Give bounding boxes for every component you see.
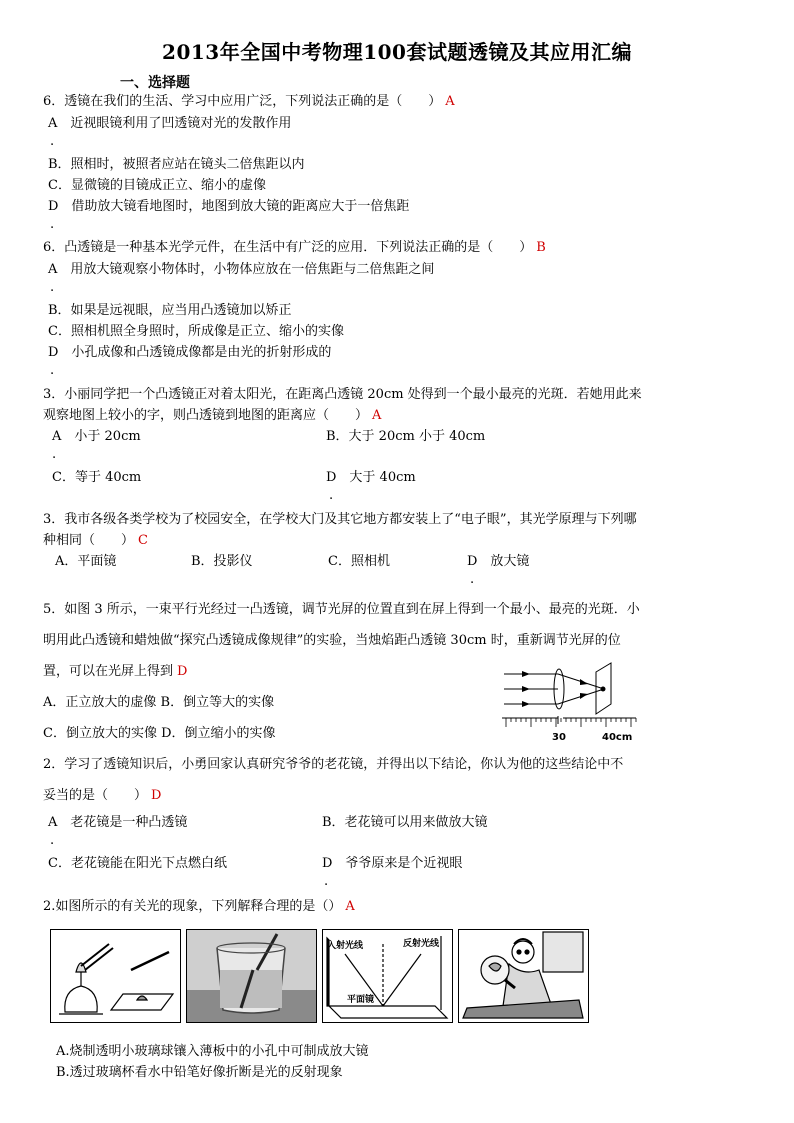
- page-title: 2013年全国中考物理100套试题透镜及其应用汇编: [162, 40, 632, 64]
- question-3-stem-line2: 观察地图上较小的字，则凸透镜到地图的距离应（ ）: [43, 408, 369, 423]
- question-2-option-c: C．照相机照全身照时，所成像是正立、缩小的实像: [48, 324, 344, 339]
- question-2-option-a: A 用放大镜观察小物体时，小物体应放在一倍焦距与二倍焦距之间: [48, 262, 435, 277]
- fig-label-mirror: 平面镜: [347, 995, 375, 1005]
- section-heading: 一、选择题: [120, 75, 190, 91]
- question-6: [43, 788, 161, 804]
- question-5-option-d: D．倒立缩小的实像: [161, 726, 276, 741]
- question-5-option-a: A．正立放大的虚像: [43, 695, 157, 710]
- question-4-option-d: D 放大镜: [467, 554, 530, 569]
- question-6-option-d: D 爷爷原来是个近视眼: [322, 856, 463, 871]
- question-5-stem-line1: 5．如图 3 所示，一束平行光经过一凸透镜，调节光屏的位置直到在屏上得到一个最小、最亮的光斑．小: [43, 602, 640, 617]
- bullet-dot: .: [50, 217, 55, 232]
- question-6-option-b: B．老花镜可以用来做放大镜: [322, 815, 488, 830]
- question-1-option-d: D 借助放大镜看地图时，地图到放大镜的距离应大于一倍焦距: [48, 199, 410, 214]
- question-5-stem-line3: 置，可以在光屏上得到: [43, 664, 174, 679]
- question-3-answer: A: [372, 408, 382, 423]
- question-4-answer: C: [138, 533, 148, 548]
- question-2-stem: 6．凸透镜是一种基本光学元件，在生活中有广泛的应用．下列说法正确的是（ ）: [43, 240, 533, 255]
- bullet-dot: .: [50, 134, 55, 149]
- question-7: [43, 899, 355, 915]
- question-7-option-a: A.烧制透明小玻璃球镶入薄板中的小孔中可制成放大镜: [56, 1044, 369, 1059]
- question-5-option-b: B．倒立等大的实像: [160, 695, 275, 710]
- question-3-option-a: A 小于 20cm: [52, 429, 141, 444]
- question-5-option-c: C．倒立放大的实像: [43, 726, 157, 741]
- question-4-option-b: B．投影仪: [191, 554, 253, 569]
- ruler-label-40: 40cm: [602, 732, 633, 743]
- figure-panel-glass-ball: [50, 929, 181, 1023]
- bullet-dot: .: [52, 447, 57, 462]
- lens-ruler-figure: [496, 660, 646, 744]
- question-4-option-a: A．平面镜: [55, 554, 117, 569]
- figure-panel-magnifier: [458, 929, 589, 1023]
- question-4-option-c: C．照相机: [328, 554, 390, 569]
- question-5: [43, 664, 187, 680]
- question-6-option-a: A 老花镜是一种凸透镜: [48, 815, 188, 830]
- ray-arrow: [580, 679, 588, 685]
- figure-panel-pencil-in-water: [186, 929, 317, 1023]
- bullet-dot: .: [50, 833, 55, 848]
- ruler-label-30: 30: [552, 732, 566, 743]
- question-7-answer: A: [345, 899, 355, 914]
- question-6-stem-line2: 妥当的是（ ）: [43, 788, 148, 803]
- ray-arrow: [522, 686, 530, 692]
- question-1-option-a: A 近视眼镜利用了凹透镜对光的发散作用: [48, 116, 292, 131]
- question-4: [43, 533, 148, 549]
- ray-arrow: [522, 701, 530, 707]
- bullet-dot: .: [324, 874, 329, 889]
- question-4-stem-line1: 3．我市各级各类学校为了校园安全，在学校大门及其它地方都安装上了“电子眼”，其光学原理与下列哪: [43, 512, 637, 527]
- fig-label-incident: 入射光线: [327, 941, 364, 951]
- question-2-answer: B: [536, 240, 546, 255]
- question-3: [43, 408, 381, 424]
- question-6-answer: D: [151, 788, 162, 803]
- question-4-stem-line2: 种相同（ ）: [43, 533, 135, 548]
- question-2-option-b: B．如果是远视眼，应当用凸透镜加以矫正: [48, 303, 292, 318]
- question-5-options-ab: [43, 695, 274, 711]
- question-1-stem: 6．透镜在我们的生活、学习中应用广泛，下列说法正确的是（ ）: [43, 94, 442, 109]
- focal-spot: [601, 687, 606, 692]
- question-7-stem: 2.如图所示的有关光的现象，下列解释合理的是（）: [43, 899, 342, 914]
- fig-label-reflect: 反射光线: [403, 939, 440, 949]
- ray-arrow: [580, 693, 588, 699]
- question-6-option-c: C．老花镜能在阳光下点燃白纸: [48, 856, 227, 871]
- question-3-stem-line1: 3．小丽同学把一个凸透镜正对着太阳光，在距离凸透镜 20cm 处得到一个最小最亮的光斑．若她用此来: [43, 387, 642, 402]
- bullet-dot: .: [50, 280, 55, 295]
- question-1: [43, 94, 455, 110]
- ruler: [506, 718, 636, 727]
- question-2: [43, 240, 546, 256]
- figure-panel-plane-mirror: [322, 929, 453, 1023]
- question-1-option-c: C．显微镜的目镜成正立、缩小的虚像: [48, 178, 266, 193]
- question-2-option-d: D 小孔成像和凸透镜成像都是由光的折射形成的: [48, 345, 332, 360]
- question-3-option-b: B．大于 20cm 小于 40cm: [326, 429, 486, 444]
- bullet-dot: .: [329, 488, 334, 503]
- question-6-stem-line1: 2．学习了透镜知识后，小勇回家认真研究爷爷的老花镜，并得出以下结论，你认为他的这些结论中不: [43, 757, 624, 772]
- question-3-option-c: C．等于 40cm: [52, 470, 142, 485]
- question-5-options-cd: [43, 726, 276, 742]
- bullet-dot: .: [470, 572, 475, 587]
- ray-arrow: [522, 671, 530, 677]
- question-5-stem-line2: 明用此凸透镜和蜡烛做“探究凸透镜成像规律”的实验，当烛焰距凸透镜 30cm 时，重新调节光屏的位: [43, 633, 621, 648]
- question-5-answer: D: [177, 664, 188, 679]
- question-1-answer: A: [445, 94, 455, 109]
- question-1-option-b: B．照相时，被照者应站在镜头二倍焦距以内: [48, 157, 305, 172]
- bullet-dot: .: [50, 363, 55, 378]
- question-3-option-d: D 大于 40cm: [326, 470, 416, 485]
- question-7-option-b: B.透过玻璃杯看水中铅笔好像折断是光的反射现象: [56, 1065, 343, 1080]
